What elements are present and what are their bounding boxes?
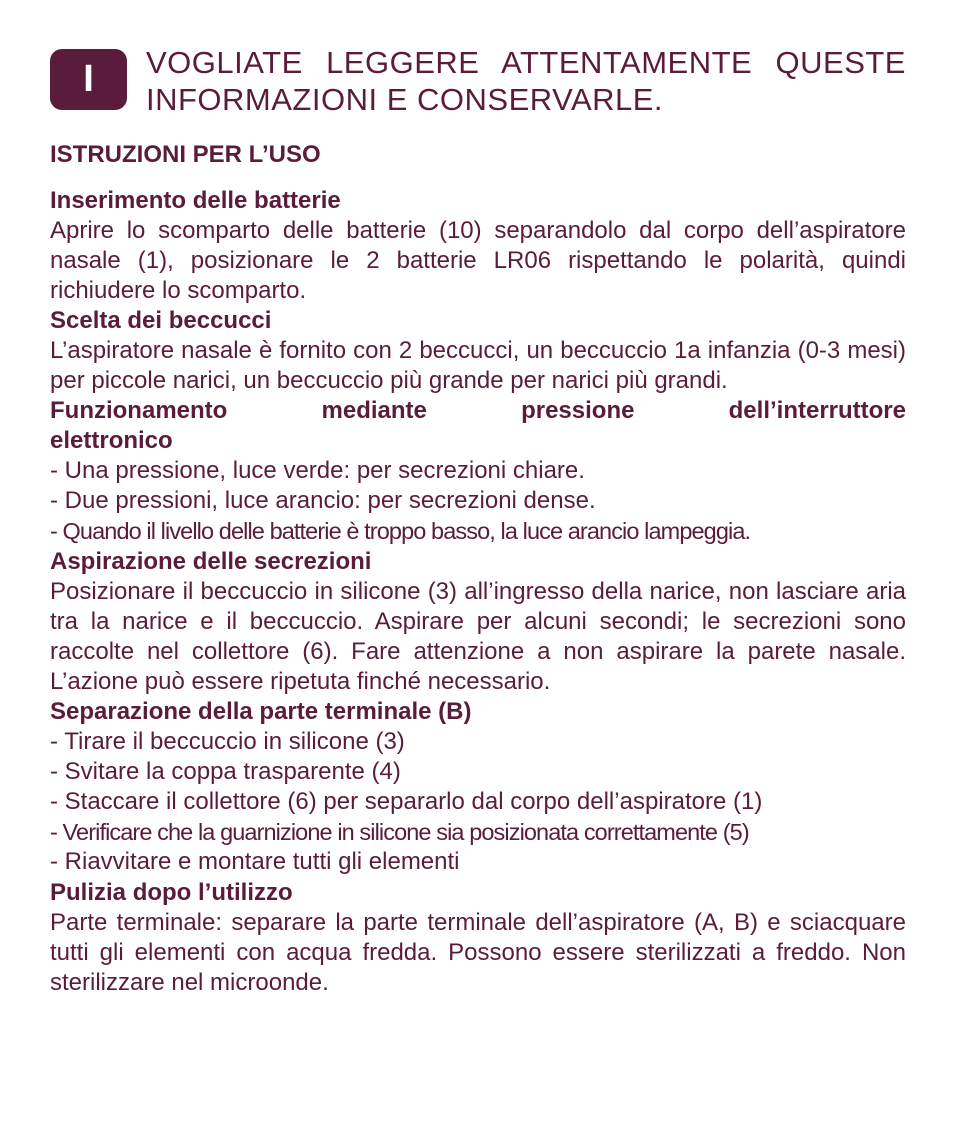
list-item: - Svitare la coppa trasparente (4) — [50, 757, 401, 785]
list-item: - Due pressioni, luce arancio: per secrezioni dense. — [50, 487, 596, 515]
section-title: Inserimento delle batterie — [50, 187, 341, 214]
section-text: Aprire lo scomparto delle batterie (10) separandolo dal corpo dell’aspiratore nasale (1), posizionare le 2 batterie LR06 rispettando le polarità, quindi richiudere lo scomparto. — [50, 217, 906, 304]
section-switch — [50, 396, 906, 547]
section-aspiration — [50, 547, 906, 697]
list-item: - Riavvitare e montare tutti gli elementi — [50, 848, 460, 876]
header-notice-line2: INFORMAZIONI E CONSERVARLE. — [146, 82, 664, 117]
section-text: Posizionare il beccuccio in silicone (3) all’ingresso della narice, non lasciare aria tra la narice e il beccuccio. Aspirare per alcuni secondi; le secrezioni sono raccolte nel collettore (6). Fare attenzione a non aspirare la parete nasale. L’azione può essere ripetuta finché necessario. — [50, 577, 906, 695]
section-nozzles — [50, 306, 906, 396]
list-item: - Quando il livello delle batterie è troppo basso, la luce arancio lampeggia. — [50, 518, 751, 545]
header-notice — [146, 44, 906, 118]
page-header — [50, 44, 906, 120]
header-notice-line1: VOGLIATE LEGGERE ATTENTAMENTE QUESTE — [146, 45, 906, 80]
instruction-page — [50, 44, 906, 998]
list-item: - Staccare il collettore (6) per separarlo dal corpo dell’aspiratore (1) — [50, 788, 763, 816]
section-title: Separazione della parte terminale (B) — [50, 697, 472, 725]
section-batteries — [50, 186, 906, 306]
language-badge: I — [50, 49, 127, 110]
section-title: Pulizia dopo l’utilizzo — [50, 878, 293, 906]
section-title-line1: Funzionamento mediante pressione dell’interruttore — [50, 397, 906, 424]
section-title — [50, 396, 906, 456]
section-title: Scelta dei beccucci — [50, 307, 272, 334]
list-item: - Una pressione, luce verde: per secrezioni chiare. — [50, 457, 585, 484]
section-title-line2: elettronico — [50, 427, 173, 454]
list-item: - Verificare che la guarnizione in silicone sia posizionata correttamente (5) — [50, 819, 749, 846]
section-title: Aspirazione delle secrezioni — [50, 547, 372, 575]
instructions-title: ISTRUZIONI PER L’USO — [50, 141, 321, 168]
section-cleaning — [50, 878, 906, 998]
section-text: L’aspiratore nasale è fornito con 2 beccucci, un beccuccio 1a infanzia (0-3 mesi) per piccole narici, un beccuccio più grande per narici più grandi. — [50, 337, 906, 394]
section-text: Parte terminale: separare la parte terminale dell’aspiratore (A, B) e sciacquare tutti gli elementi con acqua fredda. Possono essere sterilizzati a freddo. Non sterilizzare nel microonde. — [50, 908, 906, 996]
section-separation — [50, 697, 906, 878]
list-item: - Tirare il beccuccio in silicone (3) — [50, 727, 405, 755]
